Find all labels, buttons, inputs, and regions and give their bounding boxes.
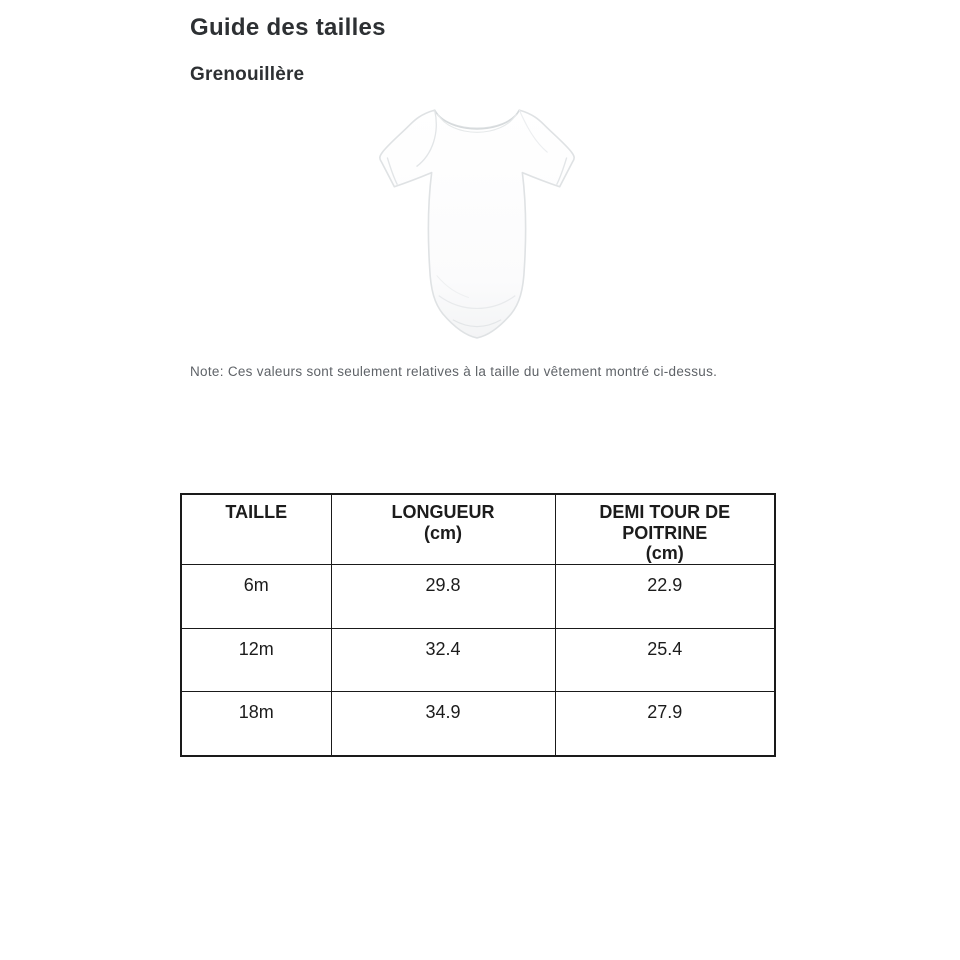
length-cell: 34.9 bbox=[331, 692, 555, 756]
size-note: Note: Ces valeurs sont seulement relatives à la taille du vêtement montré ci-dessus. bbox=[190, 364, 718, 379]
length-cell: 32.4 bbox=[331, 628, 555, 692]
column-header-unit: (cm) bbox=[423, 522, 462, 543]
table-row bbox=[181, 692, 775, 756]
column-header-demi-tour-de-poitrine bbox=[555, 494, 775, 565]
column-header-taille bbox=[181, 494, 331, 565]
chest-cell: 27.9 bbox=[555, 692, 775, 756]
page-title: Guide des tailles bbox=[190, 14, 386, 41]
size-cell: 6m bbox=[181, 565, 331, 629]
chest-cell: 22.9 bbox=[555, 565, 775, 629]
table-row bbox=[181, 565, 775, 629]
garment-type-subtitle: Grenouillère bbox=[190, 64, 305, 85]
size-cell: 12m bbox=[181, 628, 331, 692]
size-table bbox=[180, 493, 776, 757]
column-header-label: LONGUEUR bbox=[391, 502, 495, 522]
baby-onesie-illustration bbox=[376, 94, 578, 348]
column-header-label: TAILLE bbox=[225, 502, 288, 522]
column-header-longueur bbox=[331, 494, 555, 565]
table-row bbox=[181, 628, 775, 692]
size-cell: 18m bbox=[181, 692, 331, 756]
chest-cell: 25.4 bbox=[555, 628, 775, 692]
length-cell: 29.8 bbox=[331, 565, 555, 629]
product-image bbox=[376, 94, 578, 348]
column-header-unit: (cm) bbox=[645, 543, 684, 564]
column-header-label: DEMI TOUR DE POITRINE bbox=[599, 502, 731, 543]
size-table-header-row bbox=[181, 494, 775, 565]
